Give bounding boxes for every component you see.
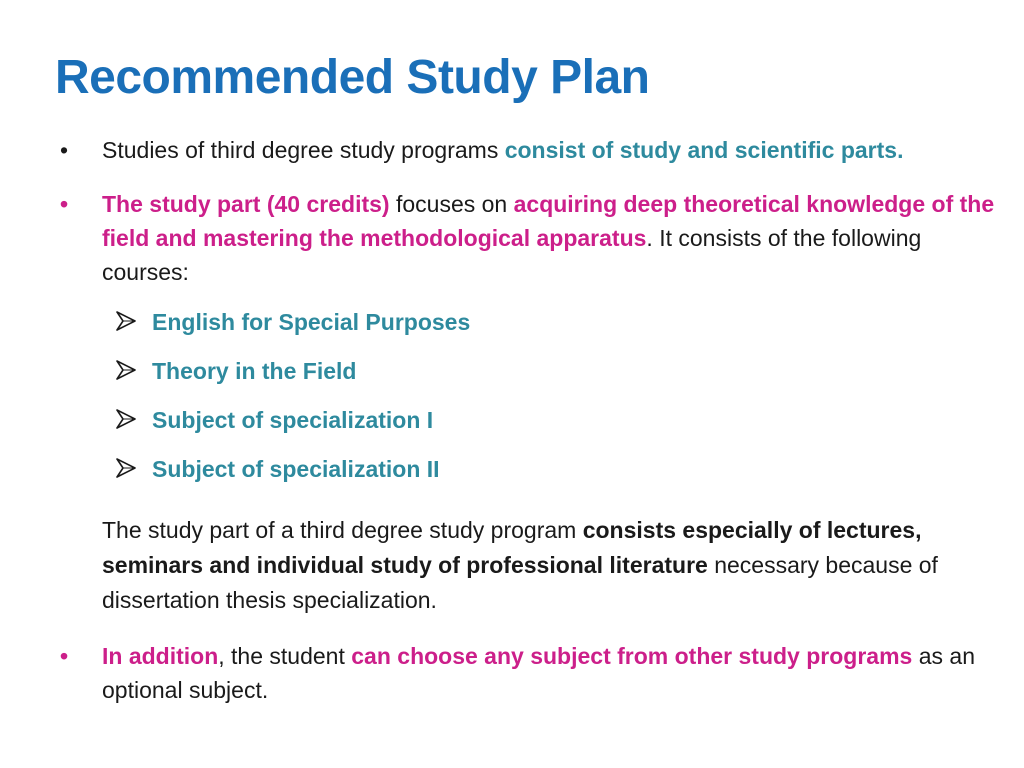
bullet-text (102, 187, 1000, 289)
bullet2-text: focuses on (389, 191, 514, 217)
study-part-paragraph (102, 513, 1002, 618)
para-bold: consists especially of lectures, seminars and individual study of professional literature (102, 517, 922, 578)
bullet-item-study-parts (60, 133, 1000, 167)
course-item (114, 405, 433, 435)
bullet-item-study-part (60, 187, 1000, 289)
course-label: English for Special Purposes (152, 309, 471, 335)
arrow-right-icon (114, 359, 138, 381)
bullet2-lead: The study part (40 credits) (102, 191, 390, 217)
bullet1-highlight: consist of study and scientific parts. (504, 137, 904, 163)
arrow-right-icon (114, 408, 138, 430)
course-item (114, 356, 356, 386)
bullet3-tail: as an optional subject. (102, 643, 975, 703)
course-item (114, 454, 440, 484)
bullet-dot-icon: • (60, 643, 69, 669)
bullet-dot-icon: • (60, 191, 69, 217)
bullet-text (102, 133, 1000, 167)
bullet3-lead: In addition (102, 643, 219, 669)
page-title: Recommended Study Plan (55, 51, 650, 104)
arrow-right-icon (114, 310, 138, 332)
bullet-item-optional-subject (60, 639, 1000, 707)
bullet2-highlight: acquiring deep theoretical knowledge of the field and mastering the methodological apparatus (102, 191, 995, 251)
bullet-text (102, 639, 1000, 707)
bullet3-text: , the student (218, 643, 352, 669)
course-label: Subject of specialization II (152, 456, 440, 482)
course-label: Subject of specialization I (152, 407, 434, 433)
arrow-right-icon (114, 457, 138, 479)
course-label: Theory in the Field (152, 358, 357, 384)
para-text: The study part of a third degree study program (102, 517, 583, 543)
bullet2-tail: . It consists of the following courses: (102, 225, 922, 285)
bullet-dot-icon: • (60, 137, 69, 163)
para-tail: necessary because of dissertation thesis specialization. (102, 552, 938, 613)
bullet3-highlight: can choose any subject from other study programs (351, 643, 913, 669)
course-item (114, 307, 470, 337)
bullet1-text: Studies of third degree study programs (102, 137, 505, 163)
